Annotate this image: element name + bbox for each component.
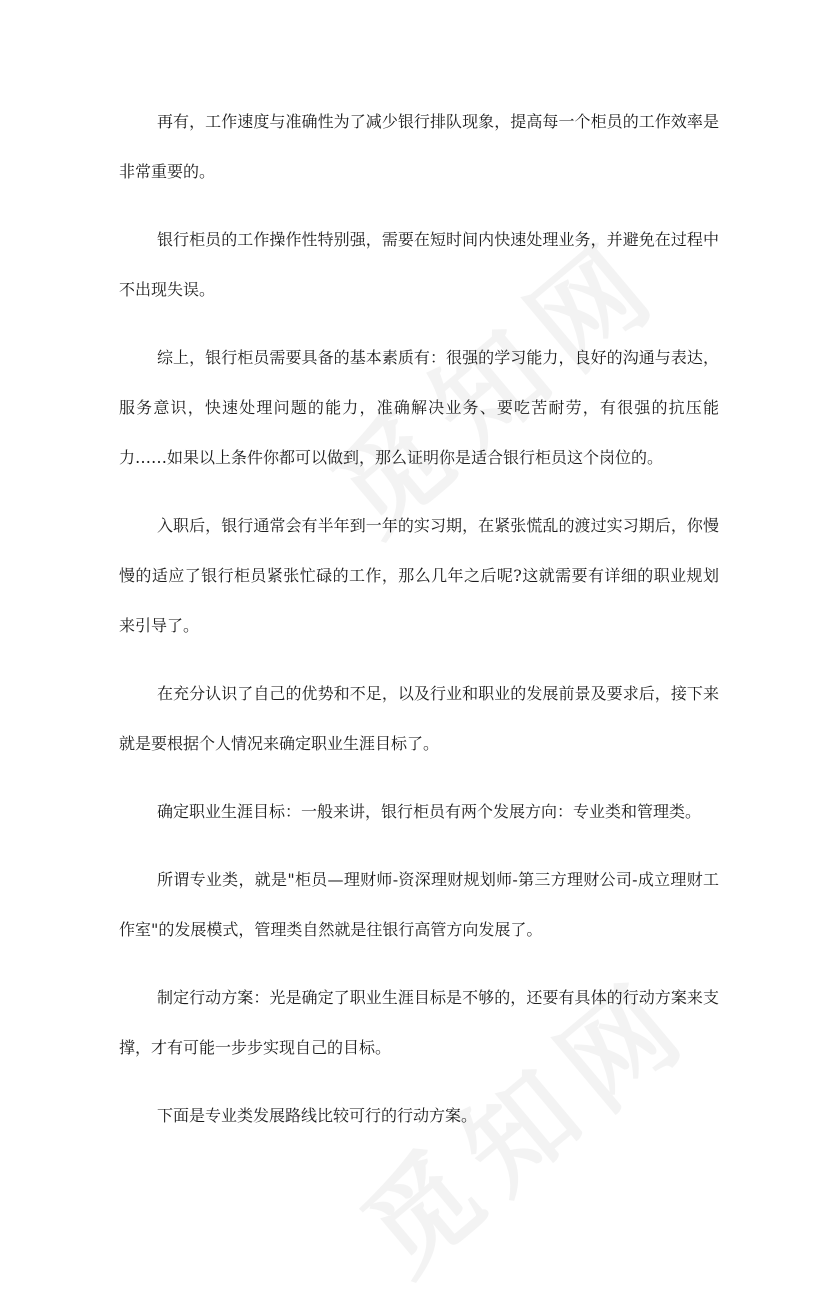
paragraph: 下面是专业类发展路线比较可行的行动方案。: [157, 1106, 478, 1125]
paragraph: 制定行动方案：光是确定了职业生涯目标是不够的，还要有具体的行动方案来支撑，才有可能一步步实现自己的目标。: [119, 988, 719, 1057]
paragraph: 再有，工作速度与准确性为了减少银行排队现象，提高每一个柜员的工作效率是非常重要的。: [119, 112, 719, 181]
paragraph: 所谓专业类，就是"柜员—理财师-资深理财规划师-第三方理财公司-成立理财工作室"的发展模式，管理类自然就是往银行高管方向发展了。: [119, 870, 719, 939]
paragraph: 综上，银行柜员需要具备的基本素质有：很强的学习能力，良好的沟通与表达，服务意识，快速处理问题的能力，准确解决业务、要吃苦耐劳，有很强的抗压能力……如果以上条件你都可以做到，那么证明你是适合银行柜员这个岗位的。: [119, 348, 719, 467]
paragraph: 确定职业生涯目标：一般来讲，银行柜员有两个发展方向：专业类和管理类。: [157, 802, 702, 821]
document-body: [119, 97, 719, 1159]
paragraph: 银行柜员的工作操作性特别强，需要在短时间内快速处理业务，并避免在过程中不出现失误。: [119, 230, 719, 299]
paragraph: 在充分认识了自己的优势和不足，以及行业和职业的发展前景及要求后，接下来就是要根据个人情况来确定职业生涯目标了。: [119, 684, 719, 753]
paragraph: 入职后，银行通常会有半年到一年的实习期，在紧张慌乱的渡过实习期后，你慢慢的适应了银行柜员紧张忙碌的工作，那么几年之后呢?这就需要有详细的职业规划 来引导了。: [119, 516, 719, 635]
